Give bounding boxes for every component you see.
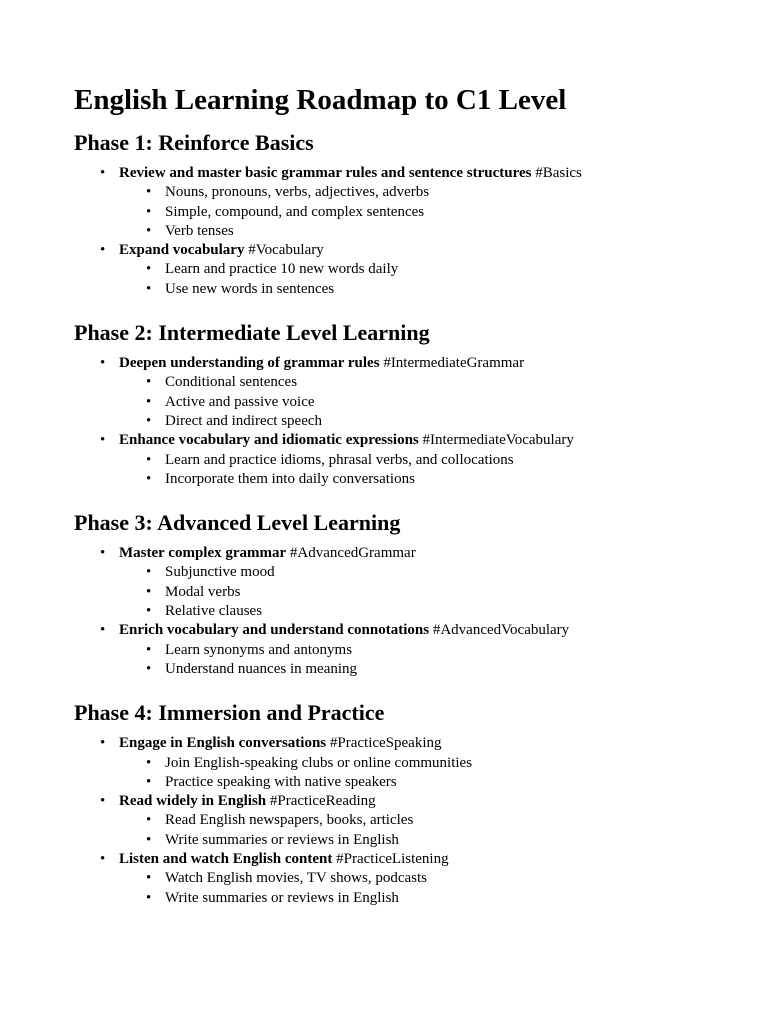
- subtopic-list: [119, 451, 734, 490]
- topic-item: [74, 792, 734, 850]
- topic-label: Review and master basic grammar rules and sentence structures: [119, 165, 532, 181]
- hashtag: #AdvancedVocabulary: [432, 622, 570, 639]
- subtopic-item: • Watch English movies, TV shows, podcasts: [119, 869, 734, 888]
- topic-item: [74, 164, 734, 241]
- subtopic-item: • Modal verbs: [119, 583, 734, 602]
- subtopic-item: • Direct and indirect speech: [119, 412, 734, 431]
- hashtag: #PracticeSpeaking: [329, 735, 442, 752]
- topic-list: [74, 164, 734, 299]
- phase-section: [74, 129, 734, 299]
- subtopic-item: • Relative clauses: [119, 602, 734, 621]
- phase-heading: Phase 4: Immersion and Practice: [74, 700, 385, 726]
- hashtag: #Vocabulary: [248, 242, 324, 259]
- subtopic-item: • Active and passive voice: [119, 393, 734, 412]
- phase-section: [74, 319, 734, 489]
- subtopic-list: [119, 641, 734, 680]
- topic-list: [74, 544, 734, 679]
- topic-item: [74, 241, 734, 299]
- phase-list: [74, 129, 734, 908]
- subtopic-item: • Understand nuances in meaning: [119, 660, 734, 679]
- topic-item: [74, 354, 734, 431]
- topic-label: Read widely in English: [119, 793, 267, 810]
- subtopic-item: • Learn and practice 10 new words daily: [119, 260, 734, 279]
- document-page: [74, 80, 734, 908]
- phase-section: [74, 699, 734, 908]
- phase-heading: Phase 2: Intermediate Level Learning: [74, 320, 430, 346]
- subtopic-item: • Learn synonyms and antonyms: [119, 641, 734, 660]
- subtopic-item: • Subjunctive mood: [119, 563, 734, 582]
- hashtag: #IntermediateVocabulary: [422, 432, 574, 449]
- subtopic-item: • Learn and practice idioms, phrasal verbs, and collocations: [119, 451, 734, 470]
- topic-label: Enrich vocabulary and understand connotations: [119, 622, 430, 639]
- topic-item: [74, 431, 734, 489]
- subtopic-list: [119, 563, 734, 621]
- subtopic-item: • Read English newspapers, books, articles: [119, 811, 734, 830]
- subtopic-list: [119, 373, 734, 431]
- topic-label: Listen and watch English content: [119, 851, 333, 868]
- subtopic-item: • Simple, compound, and complex sentences: [119, 203, 734, 222]
- subtopic-list: [119, 183, 734, 241]
- phase-heading: Phase 3: Advanced Level Learning: [74, 510, 401, 536]
- topic-list: [74, 354, 734, 489]
- subtopic-list: [119, 869, 734, 908]
- phase-section: [74, 509, 734, 679]
- topic-list: [74, 734, 734, 908]
- topic-label: Enhance vocabulary and idiomatic expressions: [119, 432, 419, 449]
- subtopic-list: [119, 754, 734, 793]
- hashtag: #AdvancedGrammar: [289, 545, 416, 562]
- subtopic-item: • Join English-speaking clubs or online communities: [119, 754, 734, 773]
- subtopic-item: • Write summaries or reviews in English: [119, 889, 734, 908]
- topic-label: Deepen understanding of grammar rules: [119, 355, 380, 372]
- subtopic-list: [119, 811, 734, 850]
- hashtag: #PracticeReading: [269, 793, 376, 810]
- hashtag: #PracticeListening: [336, 851, 449, 868]
- subtopic-item: • Nouns, pronouns, verbs, adjectives, adverbs: [119, 183, 734, 202]
- subtopic-item: • Incorporate them into daily conversations: [119, 470, 734, 489]
- subtopic-item: • Use new words in sentences: [119, 280, 734, 299]
- topic-label: Expand vocabulary: [119, 242, 245, 259]
- hashtag: #IntermediateGrammar: [383, 355, 525, 372]
- subtopic-item: • Write summaries or reviews in English: [119, 831, 734, 850]
- subtopic-item: • Practice speaking with native speakers: [119, 773, 734, 792]
- subtopic-item: • Conditional sentences: [119, 373, 734, 392]
- phase-heading: Phase 1: Reinforce Basics: [74, 130, 314, 155]
- hashtag: #Basics: [535, 165, 582, 181]
- topic-label: Master complex grammar: [119, 545, 287, 562]
- topic-item: [74, 544, 734, 621]
- subtopic-list: [119, 260, 734, 299]
- topic-item: [74, 850, 734, 908]
- topic-label: Engage in English conversations: [119, 735, 327, 752]
- subtopic-item: • Verb tenses: [119, 222, 734, 241]
- topic-item: [74, 734, 734, 792]
- topic-item: [74, 621, 734, 679]
- document-title: English Learning Roadmap to C1 Level: [74, 84, 567, 116]
